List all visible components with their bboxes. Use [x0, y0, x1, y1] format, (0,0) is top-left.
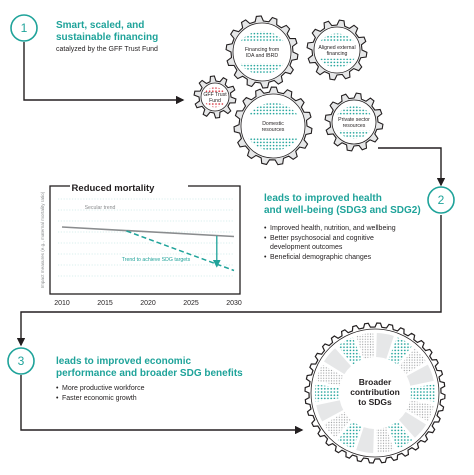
- gear-label: GFF Trust: [203, 91, 227, 98]
- connector-step3-to-outcome: [21, 375, 302, 430]
- step-3-bullet-2: Faster economic growth: [62, 395, 137, 402]
- financing-gears: [194, 16, 383, 165]
- step-3-number: 3: [17, 354, 25, 368]
- gear-label: resources: [342, 123, 366, 130]
- outcome-label-line-1: Broader: [358, 377, 392, 387]
- gear-label: resources: [261, 127, 285, 134]
- gear-private: [325, 93, 383, 151]
- outcome-wheel: [305, 323, 445, 463]
- gear-label: Aligned external: [318, 44, 356, 51]
- outcome-label-line-2: contribution: [350, 387, 400, 397]
- svg-text:•: •: [56, 385, 59, 392]
- annotation-sdg-trend: Trend to achieve SDG targets: [121, 257, 191, 263]
- step-1-text: [56, 20, 158, 53]
- gear-domestic: [234, 87, 312, 165]
- step-2-bullet-3: Beneficial demographic changes: [270, 254, 372, 261]
- chart-y-label: Impact measures (e.g., maternal mortality ratio): [40, 191, 45, 289]
- gear-ida-ibrd: [226, 16, 298, 88]
- step-2-number: 2: [437, 193, 445, 207]
- svg-text:•: •: [264, 225, 267, 232]
- step-1-badge: [11, 15, 37, 41]
- x-tick-label: 2025: [183, 300, 199, 307]
- step-2-badge: [428, 187, 454, 213]
- x-tick-label: 2020: [140, 300, 156, 307]
- x-tick-label: 2030: [226, 300, 242, 307]
- step-3-heading-line1: leads to improved economic: [56, 356, 192, 367]
- gear-label: Fund: [209, 98, 221, 105]
- step-3-badge: [8, 348, 34, 374]
- step-2-bullets: [264, 225, 396, 261]
- step-3-text: [56, 356, 243, 402]
- gear-gff: [194, 76, 236, 118]
- step-2-text: [264, 193, 421, 261]
- outcome-label-line-3: to SDGs: [358, 397, 392, 407]
- step-3-bullet-1: More productive workforce: [62, 385, 145, 392]
- gear-label: Financing from: [244, 46, 280, 53]
- reduced-mortality-chart: [40, 180, 242, 307]
- step-2-bullet-2-line1: Better psychosocial and cognitive: [270, 235, 374, 242]
- step-1-subtext: catalyzed by the GFF Trust Fund: [56, 46, 158, 53]
- gear-label: IDA and IBRD: [245, 53, 279, 60]
- svg-text:•: •: [264, 235, 267, 242]
- step-2-bullet-2-line2: development outcomes: [270, 244, 343, 251]
- gear-label: Domestic: [262, 120, 284, 127]
- step-2-bullet-1: Improved health, nutrition, and wellbeing: [270, 225, 396, 232]
- gear-external: [307, 20, 367, 80]
- chart-title: Reduced mortality: [71, 183, 155, 194]
- connector-gears-to-step2: [378, 148, 441, 185]
- step-2-heading-line1: leads to improved health: [264, 193, 382, 204]
- annotation-secular-trend: Secular trend: [84, 205, 116, 211]
- step-1-number: 1: [20, 21, 28, 35]
- chart-frame: [50, 186, 240, 294]
- gear-label: Private sector: [338, 116, 370, 123]
- gear-label: financing: [326, 51, 348, 58]
- chart-x-ticks: [54, 300, 242, 307]
- x-tick-label: 2015: [97, 300, 113, 307]
- step-1-heading-line2: sustainable financing: [56, 32, 159, 43]
- x-tick-label: 2010: [54, 300, 70, 307]
- step-3-heading-line2: performance and broader SDG benefits: [56, 368, 243, 379]
- svg-text:•: •: [264, 254, 267, 261]
- step-2-heading-line2: and well-being (SDG3 and SDG2): [264, 205, 421, 216]
- step-1-heading-line1: Smart, scaled, and: [56, 20, 145, 31]
- svg-text:•: •: [56, 395, 59, 402]
